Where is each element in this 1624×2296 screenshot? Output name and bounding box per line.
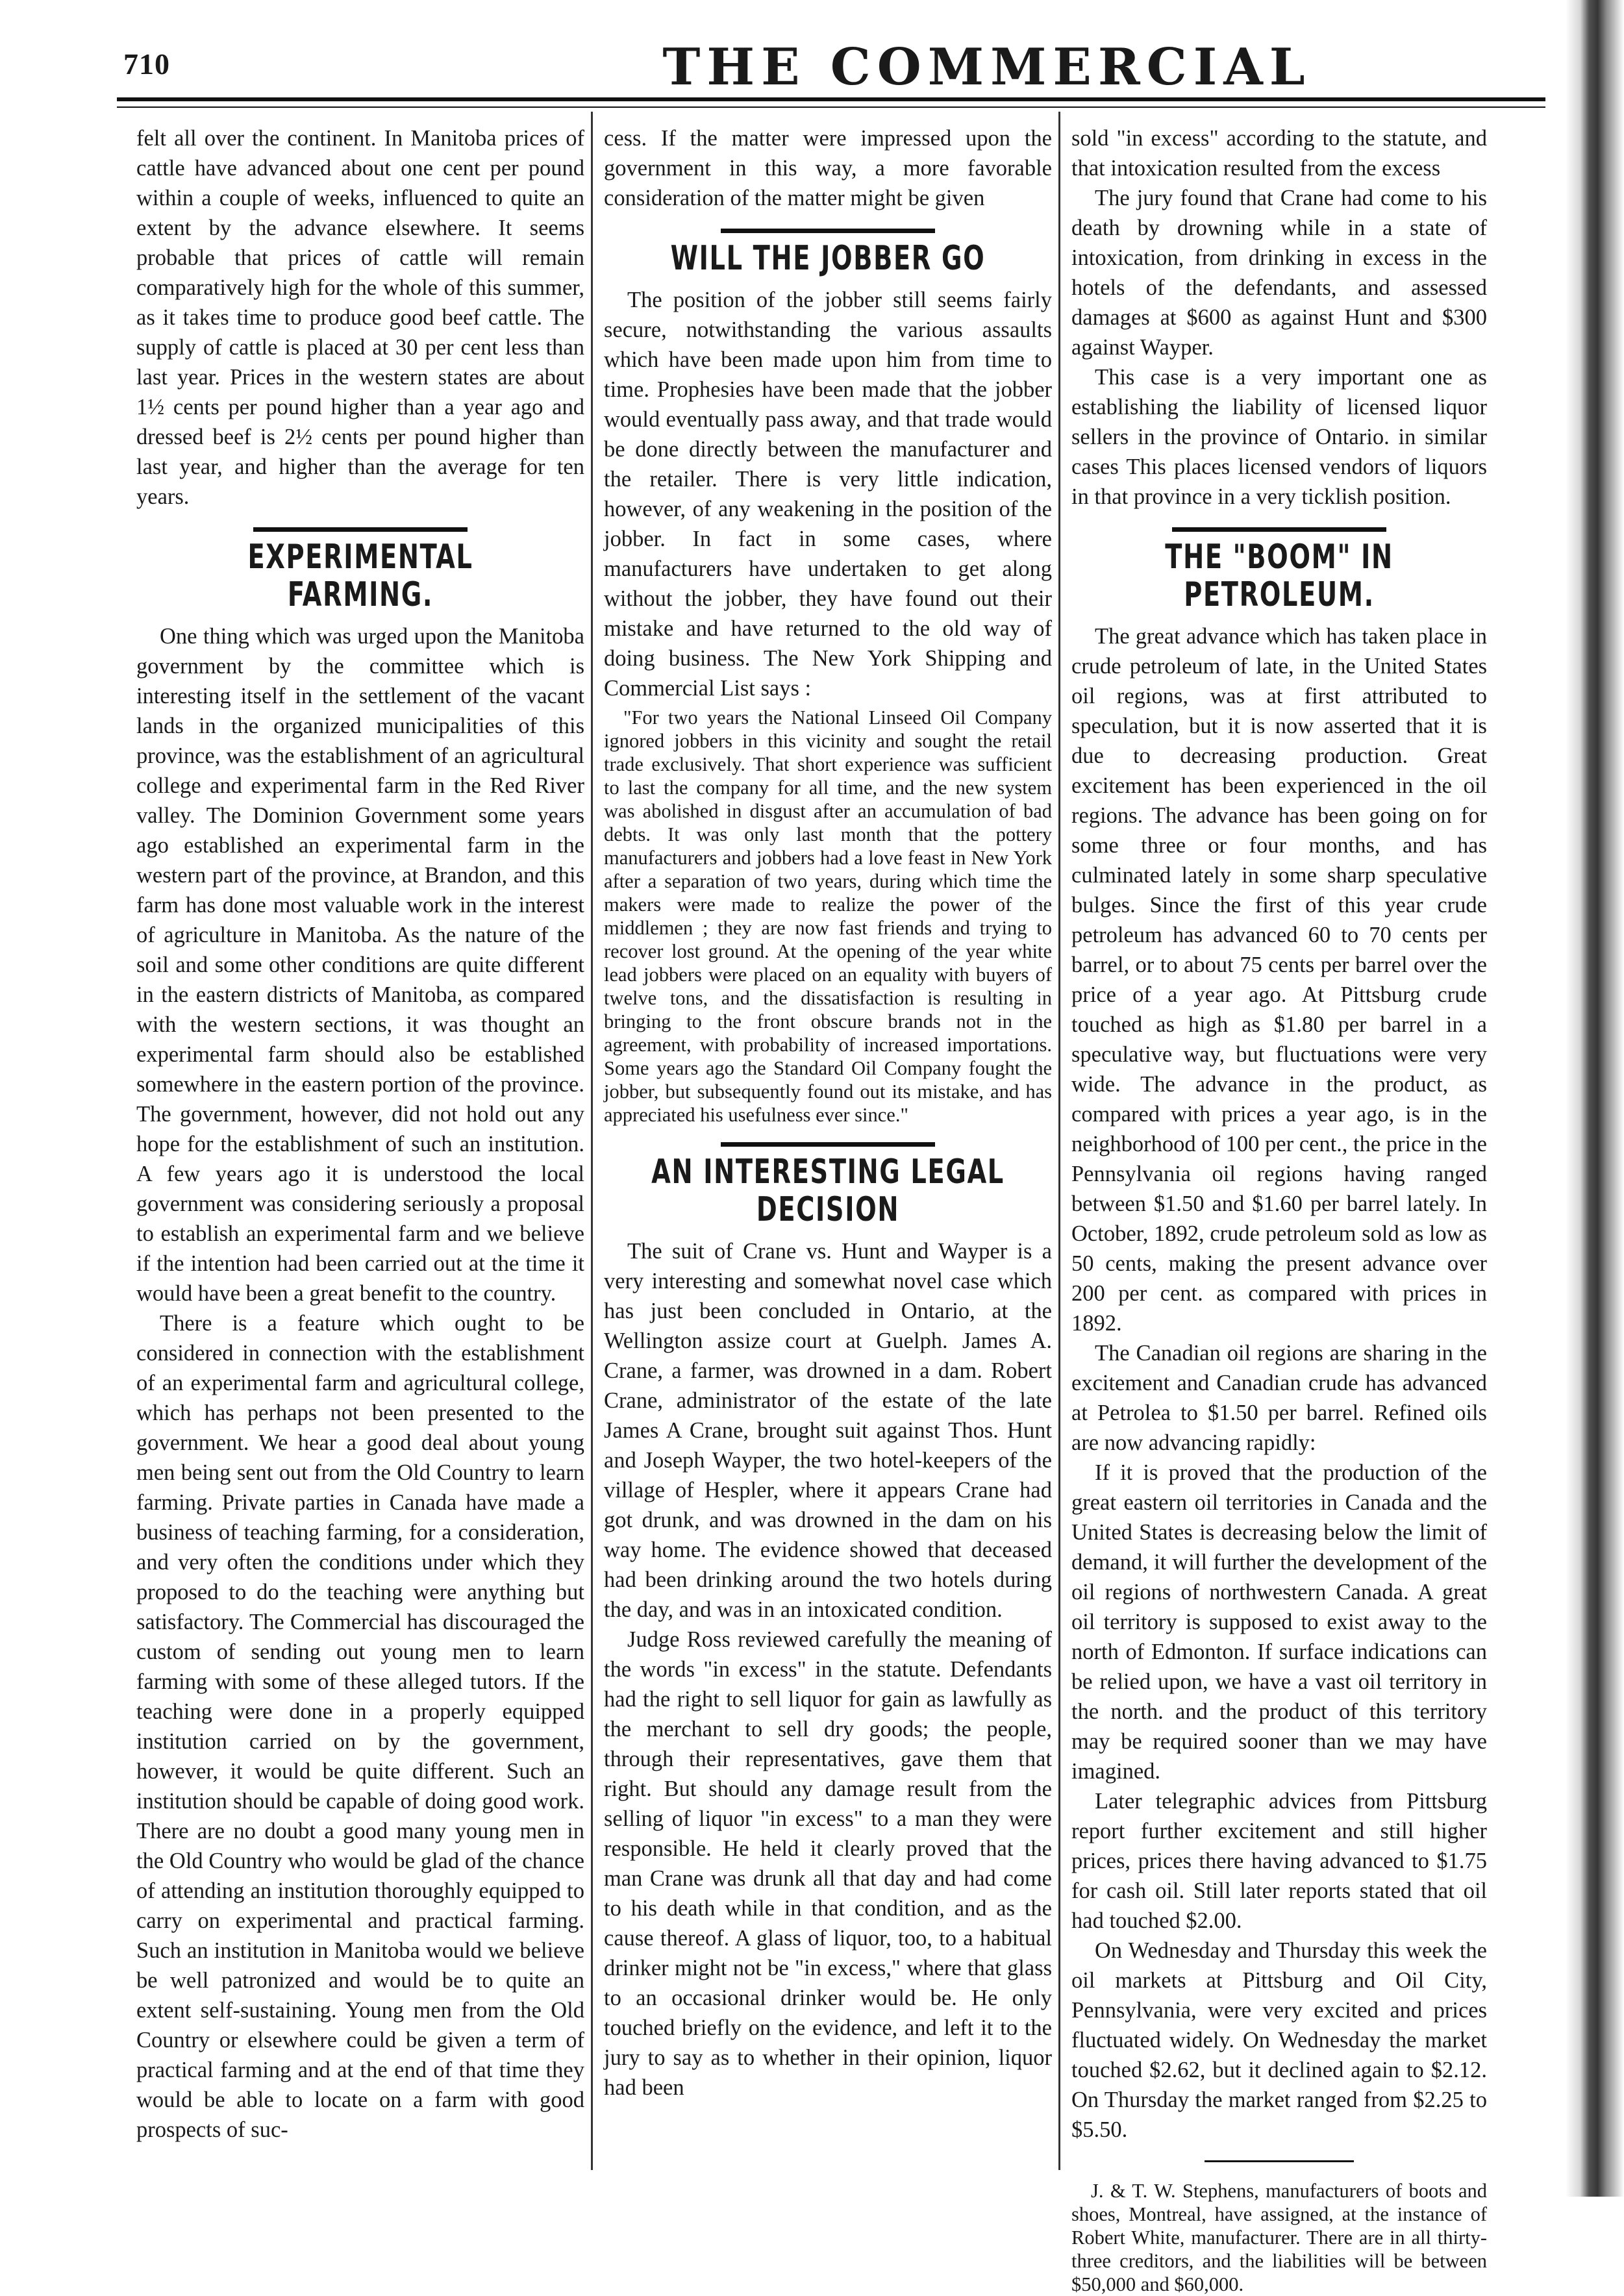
header-rule-thick [117,97,1545,101]
header-rule-thin [117,106,1545,108]
section-rule [253,527,468,532]
farming-article-continuation: cess. If the matter were impressed upon the government in this way, a more favorable consideration of the matter might be given [604,126,1052,210]
experimental-farming-paragraph: One thing which was urged upon the Manitoba government by the committee which is interesting itself in the settlement of the vacant lands in the organized municipalities of this province, was the establishment of an agricultural college and experimental farm in the Red River valley. The Dominion Government some years ago established an experimental farm in the western part of the province, at Brandon, and this farm has done most valuable work in the interest of agriculture in Manitoba. As the nature of the soil and some other conditions are quite different in the eastern districts of Manitoba, as compared with the western sections, it was thought an experimental farm should also be established somewhere in the eastern portion of the province. The government, however, did not hold out any hope for the establishment of such an institution. A few years ago it is understood the local government was considering seriously a proposal to establish an experimental farm and we believe if the intention had been carried out at the time it would have been a great benefit to the country. [136,624,584,1306]
experimental-farming-paragraph: There is a feature which ought to be considered in connection with the establishment of an experimental farm and agricultural college, which has perhaps not been presented to the government. We hear a good deal about young men being sent out from the Old Country to learn farming. Private parties in Canada have made a business of teaching farming, for a consideration, and very often the conditions under which they proposed to do the teaching were anything but satisfactory. The Commercial has discouraged the custom of sending out young men to learn farming with some of these alleged tutors. If the teaching were done in a properly equipped institution carried on by the government, however, it would be quite different. Such an institution should be capable of doing good work. There are no doubt a good many young men in the Old Country who would be glad of the chance of attending an institution thoroughly equipped to carry on experimental and practical farming. Such an institution in Manitoba would we believe be well patronized and would be to quite an extent self-sustaining. Young men from the Old Country or elsewhere could be given a term of practical farming and at the end of that time they would be able to locate on a farm with good prospects of suc- [136,1311,584,2142]
page-number: 710 [123,47,170,81]
cattle-article-continuation: felt all over the continent. In Manitoba prices of cattle have advanced about one cent per pound within a couple of weeks, influenced to quite an extent by the advance elsewhere. It seems probable that prices of cattle will remain comparatively high for the whole of this summer, as it takes time to produce good beef cattle. The supply of cattle is placed at 30 per cent less than last year. Prices in the western states are about 1½ cents per pound higher than a year ago and dressed beef is 2½ cents per pound higher than last year, and higher than the average for ten years. [136,126,584,509]
legal-decision-continuation: sold "in excess" according to the statute, and that intoxication resulted from the excess [1071,126,1487,181]
section-rule [721,229,935,233]
petroleum-paragraph: On Wednesday and Thursday this week the oil markets at Pittsburg and Oil City, Pennsylvania, were very excited and prices fluctuated widely. On Wednesday the market touched $2.62, but it declined again to $2.12. On Thursday the market ranged from $2.25 to $5.50. [1071,1938,1487,2142]
column-left [136,123,584,2145]
petroleum-paragraph: If it is proved that the production of the great eastern oil territories in Canada and the United States is decreasing below the limit of demand, it will further the development of the oil regions of northwestern Canada. A great oil territory is supposed to exist away to the north of Edmonton. If surface indications can be relied upon, we have a vast oil territory in the north. and the product of this territory may be required sooner than we may have imagined. [1071,1460,1487,1784]
heading-will-the-jobber-go: WILL THE JOBBER GO [670,239,986,278]
jobber-quotation: "For two years the National Linseed Oil Company ignored jobbers in this vicinity and sought the retail trade exclusively. That short experience was sufficient to last the company for all time, and the new system was abolished in disgust after an accumulation of bad debts. It was only last month that the pottery manufacturers and jobbers had a love feast in New York after a separation of two years, during which time the makers were made to realize the power of the middlemen ; they are now fast friends and trying to recover lost ground. At the opening of the year white lead jobbers were placed on an equality with buyers of twelve tons, and the dissatisfaction is resulting in bringing to the front obscure brands not in the agreement, with probability of increased importations. Some years ago the Standard Oil Company fought the jobber, but subsequently found out its mistake, and has appreciated his usefulness ever since." [604,706,1052,1126]
jobber-paragraph: The position of the jobber still seems fairly secure, notwithstanding the various assaults which have been made upon him from time to time. Prophesies have been made that the jobber would eventually pass away, and that trade would be done directly between the manufacturer and the retailer. There is very little indication, however, of any weakening in the position of the jobber. In fact in some cases, where manufacturers have undertaken to get along without the jobber, they have found out their mistake and have returned to the old way of doing business. The New York Shipping and Commercial List says : [604,288,1052,701]
legal-decision-paragraph: The suit of Crane vs. Hunt and Wayper is a very interesting and somewhat novel case which has just been concluded in Ontario, at the Wellington assize court at Guelph. James A. Crane, a farmer, was drowned in a dam. Robert Crane, administrator of the estate of the late James A Crane, brought suit against Thos. Hunt and Joseph Wayper, the two hotel-keepers of the village of Hespler, where it appears Crane had got drunk, and was drowned in the dam on his way home. The evidence showed that deceased had been drinking around the two hotels during the day, and was in an intoxicated condition. [604,1239,1052,1622]
section-rule [721,1142,935,1147]
petroleum-paragraph: Later telegraphic advices from Pittsburg report further excitement and still higher prices, prices there having advanced to $1.75 for cash oil. Still later reports stated that oil had touched $2.00. [1071,1789,1487,1933]
scanned-page-edge [1566,0,1624,2197]
petroleum-paragraph: The great advance which has taken place in crude petroleum of late, in the United States oil regions, was at first attributed to speculation, but it is now asserted that it is due to decreasing production. Great excitement has been experienced in the oil regions. The advance has been going on for some three or four months, and has culminated lately in some sharp speculative bulges. Since the first of this year crude petroleum has advanced 60 to 70 cents per barrel, or to about 75 cents per barrel over the price of a year ago. At Pittsburg crude touched as high as $1.80 per barrel in a speculative way, but fluctuations were very wide. The advance in the product, as compared with prices a year ago, is in the neighborhood of 100 per cent., the price in the Pennsylvania oil regions having ranged between $1.50 and $1.60 per barrel lately. In October, 1892, crude petroleum sold as low as 50 cents, making the present advance over 200 per cent. as compared with prices in 1892. [1071,624,1487,1336]
column-divider [1058,112,1060,2170]
masthead-title: THE COMMERCIAL [662,38,1312,97]
heading-legal-decision: AN INTERESTING LEGAL DECISION [651,1153,1005,1229]
heading-experimental-farming: EXPERIMENTAL FARMING. [247,538,473,614]
legal-decision-paragraph: This case is a very important one as establishing the liability of licensed liquor sellers in the province of Ontario. in similar cases This places licensed vendors of liquors in that province in a very ticklish position. [1071,365,1487,509]
legal-decision-paragraph: Judge Ross reviewed carefully the meaning of the words "in excess" in the statute. Defendants had the right to sell liquor for gain as lawfully as the merchant to sell dry goods; the people, through their representatives, gave them that right. But should any damage result from the selling of liquor "in excess" to a man they were responsible. He held it clearly proved that the man Crane was drunk all that day and had come to his death while in that condition, and as the cause thereof. A glass of liquor, too, to a habitual drinker might not be "in excess," where that glass to an occasional drinker would be. He only touched briefly on the evidence, and left it to the jury to say as to whether in their opinion, liquor had been [604,1627,1052,2100]
section-end-rule [1205,2160,1354,2162]
column-right [1071,123,1487,2296]
column-middle [604,123,1052,2103]
petroleum-paragraph: The Canadian oil regions are sharing in the excitement and Canadian crude has advanced at Petrolea to $1.50 per barrel. Refined oils are now advancing rapidly: [1071,1341,1487,1455]
heading-boom-in-petroleum: THE "BOOM" IN PETROLEUM. [1165,538,1393,614]
legal-decision-paragraph: The jury found that Crane had come to his death by drowning while in a state of intoxication, from drinking in excess in the hotels of the defendants, and assessed damages at $600 as against Hunt and $300 against Wayper. [1071,186,1487,360]
column-divider [591,112,593,2170]
section-rule [1172,527,1386,532]
assignment-notice: J. & T. W. Stephens, manufacturers of boots and shoes, Montreal, have assigned, at the instance of Robert White, manufacturer. There are in all thirty-three creditors, and the liabilities will be between $50,000 and $60,000. [1071,2180,1487,2295]
